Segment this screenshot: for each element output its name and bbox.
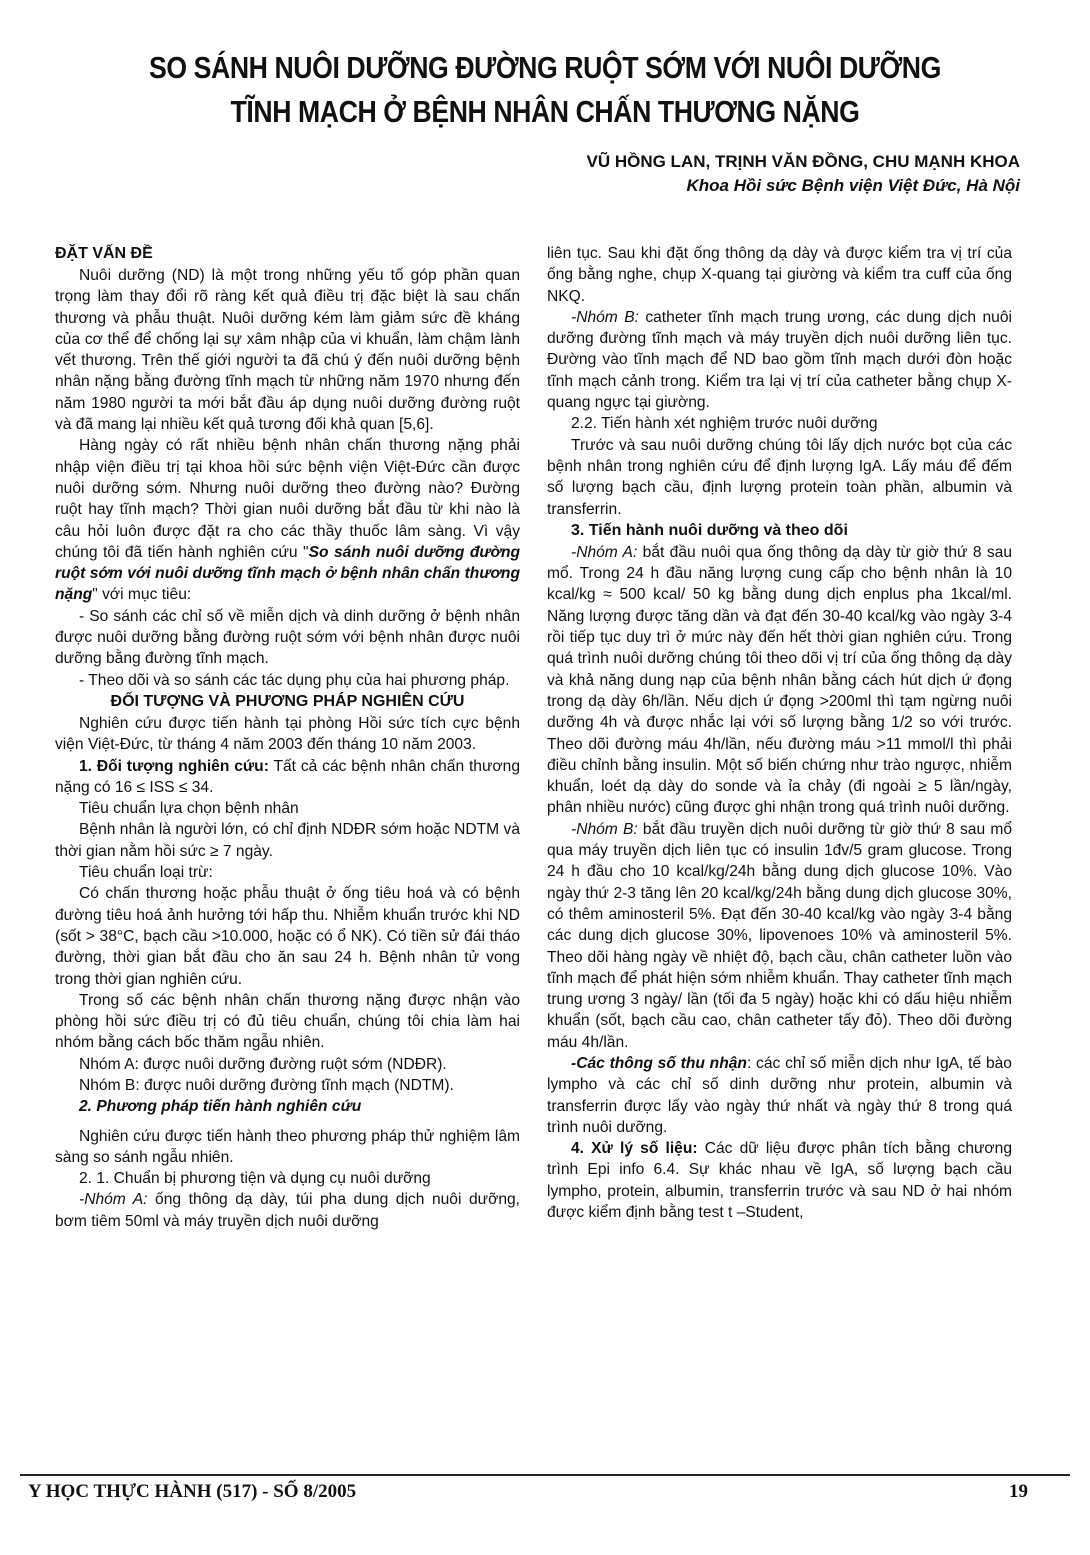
title-line-1: SO SÁNH NUÔI DƯỠNG ĐƯỜNG RUỘT SỚM VỚI NUÔI DƯỠNG: [149, 50, 941, 85]
paragraph: Tiêu chuẩn lựa chọn bệnh nhân: [79, 800, 299, 818]
text: Các dữ liệu được phân tích bằng chương trình Epi info 6.4. Sự khác nhau về IgA, số lượng bạch cầu lympho, protein, albumin, transferrin trước và sau ND ở hai nhóm được kiểm định bằng test t –Student,: [547, 1140, 1012, 1222]
paragraph: [547, 307, 1012, 413]
paragraph: - Theo dõi và so sánh các tác dụng phụ của hai phương pháp.: [79, 671, 510, 689]
article-title: [76, 46, 1013, 134]
group-label: -Nhóm B:: [571, 820, 638, 838]
paragraph: Nuôi dưỡng (ND) là một trong những yếu tố góp phần quan trọng làm thay đổi rõ ràng kết quả điều trị đặc biệt là sau chấn thương và phẫu thuật. Nuôi dưỡng kém làm giảm sức đề kháng của cơ thể để chống lại sự xâm nhập của vi khuẩn, làm chậm lành vết thương. Trên thế giới người ta đã chú ý đến nuôi dưỡng bệnh nhân nặng bằng đường tĩnh mạch từ những năm 1970 nhưng đến năm 1980 người ta mới bắt đầu áp dụng nuôi dưỡng đường ruột và đã mang lại nhiều kết quả tương đối khả quan [5,6].: [55, 267, 520, 434]
subsection-label: 1. Đối tượng nghiên cứu:: [79, 757, 269, 775]
right-column: [547, 243, 1012, 1223]
paragraph: Nghiên cứu được tiến hành theo phương pháp thử nghiệm lâm sàng so sánh ngẫu nhiên.: [55, 1127, 520, 1166]
text: Hàng ngày có rất nhiều bệnh nhân chấn thương nặng phải nhập viện điều trị tại khoa hồi sức bệnh viện Việt-Đức cần được nuôi dưỡng sớm. Nhưng nuôi dưỡng theo đường nào? Đường ruột hay tĩnh mạch? Thời gian nuôi dưỡng bắt đầu từ khi nào là câu hỏi luôn được đặt ra cho các thầy thuốc lâm sàng. Vì vậy chúng tôi đã tiến hành nghiên cứu ": [55, 437, 520, 561]
paragraph: [547, 542, 1012, 819]
paragraph: [55, 1189, 520, 1232]
section-heading-introduction: ĐẶT VẤN ĐỀ: [55, 245, 153, 262]
footer-divider: [20, 1474, 1070, 1476]
page-number: 19: [1009, 1481, 1028, 1502]
paragraph: Nhóm B: được nuôi dưỡng đường tĩnh mạch (NDTM).: [79, 1076, 454, 1094]
paragraph: Tiêu chuẩn loại trừ:: [79, 864, 213, 882]
group-label: -Nhóm A:: [571, 543, 638, 561]
parameters-label: -Các thông số thu nhận: [571, 1054, 747, 1072]
paragraph: [55, 756, 520, 799]
spacer: [55, 1118, 520, 1126]
group-label: -Nhóm A:: [79, 1191, 148, 1209]
study-title-emphasis: So sánh nuôi dưỡng đường ruột sớm với nuôi dưỡng tĩnh mạch ở bệnh nhân chấn thương nặng: [55, 543, 520, 604]
paragraph: Bệnh nhân là người lớn, có chỉ định NDĐR sớm hoặc NDTM và thời gian nằm hồi sức ≥ 7 ngày.: [55, 821, 520, 860]
section-heading-feeding: 3. Tiến hành nuôi dưỡng và theo dõi: [571, 521, 848, 539]
text: bắt đầu truyền dịch nuôi dưỡng từ giờ thứ 8 sau mổ qua máy truyền dịch liên tục có insulin 1đv/5 gram glucose. Trong 24 h đầu cho 10 kcal/kg/24h bằng dung dịch glucose 10%. Vào ngày thứ 2-3 tăng lên 20 kcal/kg/24h bằng dung dịch glucose 30%, có thêm aminosteril 5%. Đạt đến 30-40 kcal/kg vào ngày 3-4 bằng các dung dịch glucose 30%, lipovenoes 10% và aminosteril 5%. Theo dõi hàng ngày về nhiệt độ, bạch cầu, chân catheter luồn vào tĩnh mạch để phát hiện sớm nhiễm khuẩn. Thay catheter tĩnh mạch trung ương 3 ngày/ lần (tối đa 5 ngày) hoặc khi có dấu hiệu nhiễm khuẩn (sốt, bạch cầu cao, chân catheter tấy đỏ). Theo dõi đường máu 4h/lần.: [547, 820, 1012, 1051]
paragraph: [547, 1138, 1012, 1223]
subsection-heading: [55, 1096, 520, 1117]
title-line-2: TĨNH MẠCH Ở BỆNH NHÂN CHẤN THƯƠNG NẶNG: [230, 94, 860, 129]
text: : các chỉ số miễn dịch như IgA, tế bào lympho và các chỉ số dinh dưỡng như protein, albumin và transferrin được lấy vào ngày thứ nhất và ngày thứ 8 trong quá trình nuôi dưỡng.: [547, 1054, 1012, 1136]
author-names: VŨ HỒNG LAN, TRỊNH VĂN ĐỒNG, CHU MẠNH KHOA: [586, 152, 1020, 171]
paragraph: [547, 1053, 1012, 1138]
text: ống thông dạ dày, túi pha dung dịch nuôi dưỡng, bơm tiêm 50ml và máy truyền dịch nuôi dưỡng: [55, 1191, 520, 1230]
journal-name: Y HỌC THỰC HÀNH (517) - SỐ 8/2005: [28, 1481, 357, 1502]
text: catheter tĩnh mạch trung ương, các dung dịch nuôi dưỡng đường tĩnh mạch và máy truyền dịch nuôi dưỡng liên tục. Đường vào tĩnh mạch để ND bao gồm tĩnh mạch dưới đòn hoặc tĩnh mạch cảnh trong. Kiểm tra lại vị trí của catheter bằng chụp X-quang ngực tại giường.: [547, 308, 1012, 412]
text: Tất cả các bệnh nhân chấn thương nặng có 16 ≤ ISS ≤ 34.: [55, 757, 520, 796]
paragraph: 2.2. Tiến hành xét nghiệm trước nuôi dưỡng: [571, 415, 878, 433]
paragraph: Nhóm A: được nuôi dưỡng đường ruột sớm (NDĐR).: [79, 1055, 447, 1073]
paragraph: - So sánh các chỉ số về miễn dịch và dinh dưỡng ở bệnh nhân được nuôi dưỡng bằng đường ruột sớm với bệnh nhân được nuôi dưỡng bằng đường tĩnh mạch.: [55, 607, 520, 668]
paragraph: [547, 819, 1012, 1053]
paragraph: liên tục. Sau khi đặt ống thông dạ dày và được kiểm tra vị trí của ống bằng nghe, chụp X-quang tại giường và kiểm tra cuff của ống NKQ.: [547, 245, 1012, 305]
paragraph: Trong số các bệnh nhân chấn thương nặng được nhận vào phòng hồi sức điều trị có đủ tiêu chuẩn, chúng tôi chia làm hai nhóm bằng cách bốc thăm ngẫu nhiên.: [55, 991, 520, 1052]
left-column: [55, 243, 520, 1232]
text: " với mục tiêu:: [92, 586, 192, 604]
author-block: [587, 150, 1021, 198]
paragraph: Trước và sau nuôi dưỡng chúng tôi lấy dịch nước bọt của các bệnh nhân trong nghiên cứu để định lượng IgA. Lấy máu để đếm số lượng bạch cầu, định lượng protein toàn phần, albumin và transferrin.: [547, 436, 1012, 518]
group-label: -Nhóm B:: [571, 308, 639, 326]
author-affiliation: Khoa Hồi sức Bệnh viện Việt Đức, Hà Nội: [686, 176, 1020, 195]
paragraph: Có chấn thương hoặc phẫu thuật ở ống tiêu hoá và có bệnh đường tiêu hoá ảnh hưởng tới hấp thu. Nhiễm khuẩn trước khi ND (sốt > 38°C, bạch cầu >10.000, hoặc có ổ NK). Có tiền sử đái tháo đường, thời gian bắt đầu cho ăn sau 24 h. Bệnh nhân tử vong trong thời gian nghiên cứu.: [55, 885, 520, 988]
paragraph: 2. 1. Chuẩn bị phương tiện và dụng cụ nuôi dưỡng: [79, 1170, 431, 1188]
subsection-label: 4. Xử lý số liệu:: [571, 1140, 698, 1158]
text: bắt đầu nuôi qua ống thông dạ dày từ giờ thứ 8 sau mổ. Trong 24 h đầu năng lượng cung cấp cho bệnh nhân là 10 kcal/kg ≈ 500 kcal/ 50 kg bằng dung dịch enplus pha 1kcal/ml. Năng lượng được tăng dần và đạt đến 30-40 kcal/kg vào ngày 3-4 rồi tiếp tục duy trì ở mức này đến hết thời gian nghiên cứu. Trong quá trình nuôi dưỡng chúng tôi theo dõi vị trí của ống thông dạ dày và khả năng dung nạp của bệnh nhân bằng cách hút dịch ứ đọng trong dạ dày 6h/lần. Nếu dịch ứ đọng >200ml thì tạm ngừng nuôi dưỡng 4h và được nhắc lại với số lượng bằng 1/2 so với trước. Theo dõi đường máu 4h/lần, nếu đường máu >11 mmol/l thì phải điều chỉnh bằng insulin. Một số biến chứng như trào ngược, nhiễm khuẩn, loét dạ dày do sonde và ỉa chảy (đi ngoài ≥ 5 lần/ngày, phân nhiều nước) cũng được ghi nhận trong quá trình nuôi dưỡng.: [547, 543, 1012, 817]
paragraph: Nghiên cứu được tiến hành tại phòng Hồi sức tích cực bệnh viện Việt-Đức, từ tháng 4 năm 2003 đến tháng 10 năm 2003.: [55, 714, 520, 754]
paragraph: [55, 435, 520, 605]
subsection-label: 2. Phương pháp tiến hành nghiên cứu: [79, 1098, 362, 1116]
section-heading-methods: ĐỐI TƯỢNG VÀ PHƯƠNG PHÁP NGHIÊN CỨU: [110, 692, 465, 710]
